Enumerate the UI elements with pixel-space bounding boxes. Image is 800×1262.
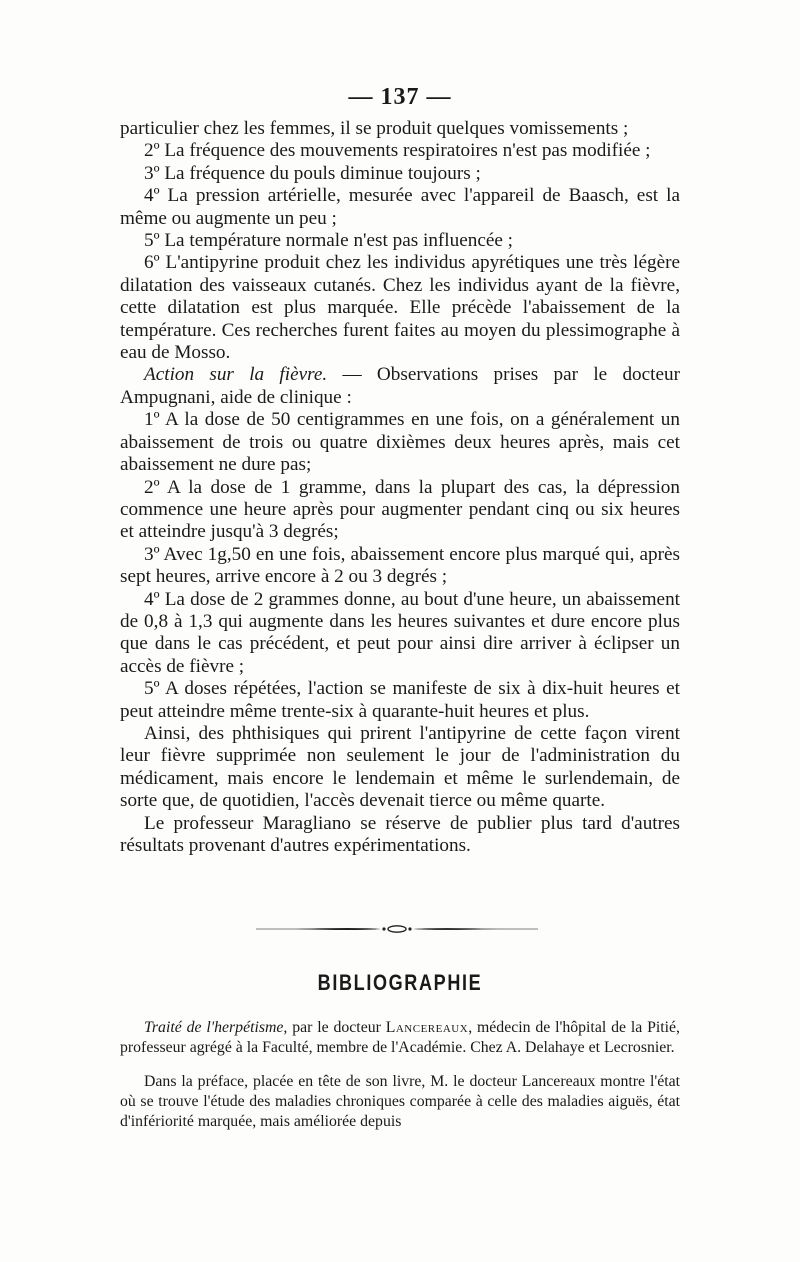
main-text (120, 118, 680, 857)
book-title: Traité de l'herpétisme, (144, 1019, 288, 1036)
ornamental-divider (256, 924, 538, 934)
action-title: Action sur la fièvre. (144, 364, 328, 386)
closing-paragraph: Le professeur Maragliano se réserve de publier plus tard d'autres résultats provenant d'autres expérimentations. (120, 812, 680, 856)
paragraph: 3º La fréquence du pouls diminue toujours ; (144, 162, 481, 184)
action-paragraph (120, 364, 680, 409)
action-item: 1º A la dose de 50 centigrammes en une fois, on a généralement un abaissement de trois ou quatre dixièmes deux heures après, mais cet abaissement ne dure pas; (120, 409, 680, 476)
book-by: par le docteur (287, 1019, 386, 1036)
bibliography-heading: BIBLIOGRAPHIE (317, 970, 483, 995)
action-item: 5º A doses répétées, l'action se manifeste de six à dix-huit heures et peut atteindre même trente-six à quarante-huit heures et plus. (120, 678, 680, 722)
paragraph: 5º La température normale n'est pas influencée ; (144, 230, 514, 252)
book-author: Lancereaux (385, 1019, 469, 1036)
book-details: , médecin de l'hôpital de la Pitié, professeur agrégé à la Faculté, membre de l'Académie. Chez A. Delahaye et Lecrosnier. (120, 1019, 680, 1056)
action-text: — Observations prises par le docteur Ampugnani, aide de clinique : (120, 364, 680, 408)
action-item: 4º La dose de 2 grammes donne, au bout d'une heure, un abaissement de 0,8 à 1,3 qui augmente dans les heures suivantes et dure encore plus que dans le cas précédent, et peut pour ainsi dire arriver à éclipser un accès de fièvre ; (120, 588, 680, 677)
paragraph: particulier chez les femmes, il se produit quelques vomissements ; (120, 118, 629, 139)
page-number: — 137 — (348, 84, 452, 110)
closing-paragraph: Ainsi, des phthisiques qui prirent l'antipyrine de cette façon virent leur fièvre supprimée non seulement le jour de l'administration du médicament, mais encore le lendemain et même le surlendemain, de sorte que, de quotidien, l'accès devenait tierce ou même quarte. (120, 722, 680, 812)
action-item: 2º A la dose de 1 gramme, dans la plupart des cas, la dépression commence une heure après pour augmenter pendant cinq ou six heures et atteindre jusqu'à 3 degrés; (120, 476, 680, 543)
bibliography-entry (120, 1018, 680, 1058)
bibliography-review: Dans la préface, placée en tête de son livre, M. le docteur Lancereaux montre l'état où se trouve l'étude des maladies chroniques comparée à celle des maladies aiguës, état d'infériorité marquée, mais améliorée depuis (120, 1073, 680, 1130)
paragraph: 6º L'antipyrine produit chez les individus apyrétiques une très légère dilatation des vaisseaux cutanés. Chez les individus ayant de la fièvre, cette dilatation est plus marquée. Elle précède l'abaissement de la température. Ces recherches furent faites au moyen du plessimographe à eau de Mosso. (120, 252, 680, 364)
bibliography (120, 1018, 680, 1132)
paragraph: 2º La fréquence des mouvements respiratoires n'est pas modifiée ; (144, 140, 651, 162)
action-item: 3º Avec 1g,50 en une fois, abaissement encore plus marqué qui, après sept heures, arrive encore à 2 ou 3 degrés ; (120, 543, 680, 588)
paragraph: 4º La pression artérielle, mesurée avec l'appareil de Baasch, est la même ou augmente un peu ; (120, 185, 680, 229)
